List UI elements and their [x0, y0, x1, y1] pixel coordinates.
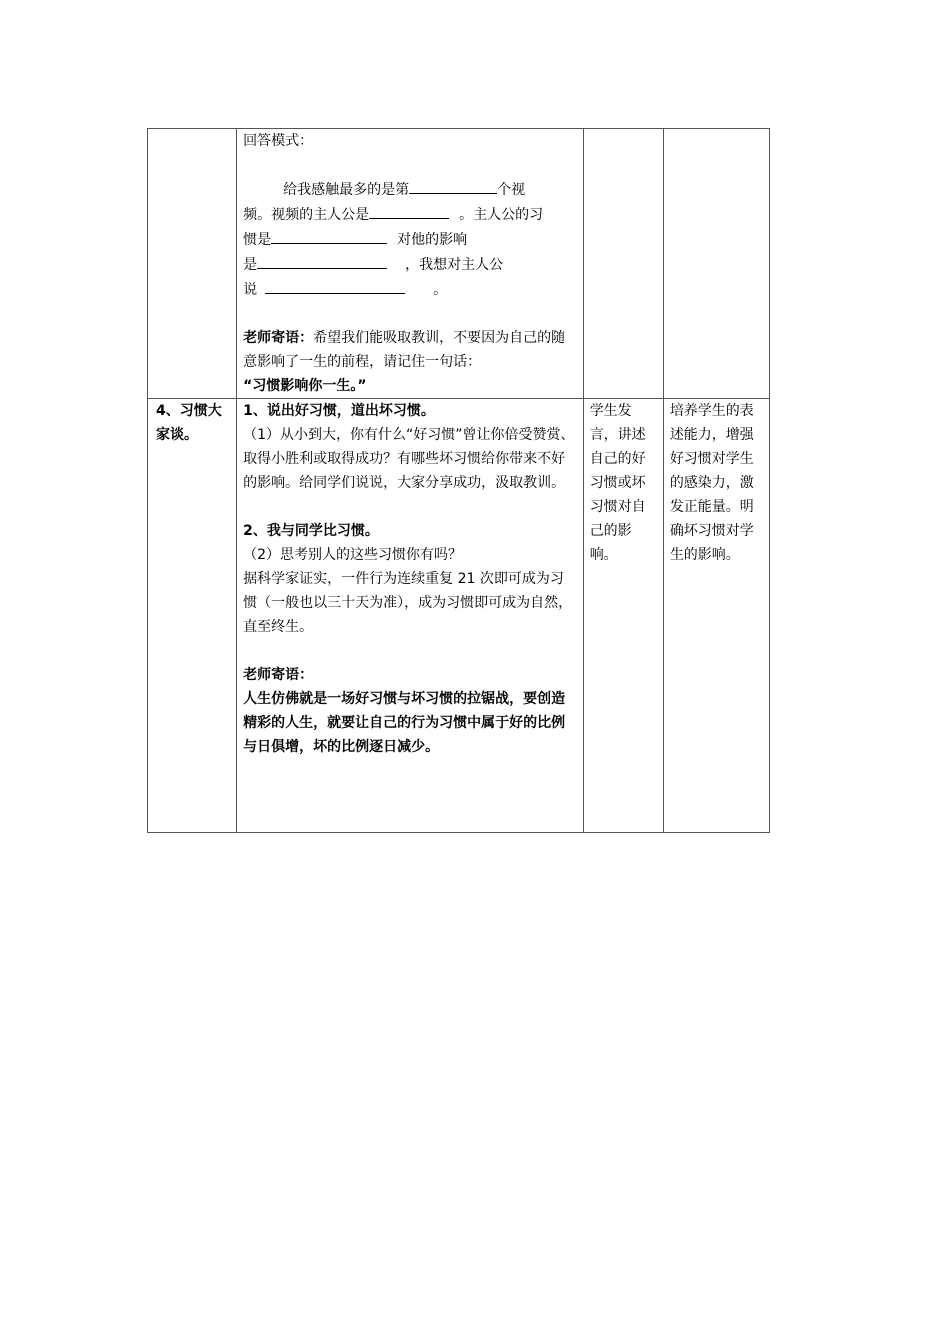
teacher-message-label: 老师寄语： [243, 330, 314, 346]
fill-line-3 [243, 227, 577, 252]
fill-text: 惯是 [243, 232, 272, 248]
item2-heading: 2、我与同学比习惯。 [243, 523, 379, 539]
fill-text: 。主人公的习 [459, 207, 544, 223]
teacher-message-text: 希望我们能吸取教训，不要因为自己的随意影响了一生的前程，请记住一句话： [243, 330, 566, 370]
habit-quote: “习惯影响你一生。” [243, 378, 367, 394]
stage-cell-empty [148, 129, 237, 399]
student-activity-cell-empty [583, 129, 663, 399]
design-intent-cell: 培养学生的表述能力，增强好习惯对学生的感染力，激发正能量。明确坏习惯对学生的影响。 [663, 399, 769, 833]
design-intent-cell-empty [663, 129, 769, 399]
fill-line-5 [243, 277, 577, 302]
answer-blank[interactable] [369, 202, 449, 219]
fill-text: 是 [243, 257, 258, 273]
fill-text: ，我想对主人公 [405, 257, 504, 273]
fill-line-2 [243, 202, 577, 227]
lesson-plan-table [147, 128, 770, 833]
answer-blank[interactable] [265, 277, 405, 294]
answer-blank[interactable] [257, 252, 387, 269]
fill-text: 说 [243, 282, 258, 298]
answer-blank[interactable] [409, 177, 497, 194]
item1-text: （1）从小到大，你有什么“好习惯”曾让你倍受赞赏、取得小胜利或取得成功？有哪些坏习惯给你带来不好的影响。给同学们说说，大家分享成功，汲取教训。 [243, 427, 575, 491]
fill-text: 频。视频的主人公是 [243, 207, 370, 223]
teacher-message-1 [243, 326, 577, 374]
content-cell [237, 129, 584, 399]
student-activity-cell: 学生发言，讲述自己的好习惯或坏习惯对自己的影响。 [583, 399, 663, 833]
teacher-message-label: 老师寄语： [243, 667, 314, 683]
answer-mode-heading: 回答模式： [243, 133, 314, 149]
fill-line-4 [243, 252, 577, 277]
fill-text: 给我感触最多的是第 [283, 182, 410, 198]
teacher-message-text: 人生仿佛就是一场好习惯与坏习惯的拉锯战，要创造精彩的人生，就要让自己的行为习惯中属于好的比例与日俱增，坏的比例逐日减少。 [243, 691, 566, 755]
answer-blank[interactable] [271, 227, 387, 244]
table-row [148, 399, 770, 833]
content-cell [237, 399, 584, 833]
fill-text: 对他的影响 [397, 232, 468, 248]
stage-cell: 4、习惯大家谈。 [148, 399, 237, 833]
fill-text: 。 [433, 282, 448, 298]
item1-heading: 1、说出好习惯，道出坏习惯。 [243, 403, 435, 419]
table-row [148, 129, 770, 399]
fill-line-1 [243, 177, 577, 202]
item2-question: （2）思考别人的这些习惯你有吗？ [243, 547, 463, 563]
fill-text: 个视 [497, 182, 526, 198]
item2-text: 据科学家证实，一件行为连续重复 21 次即可成为习惯（一般也以三十天为准），成为习惯即可成为自然，直至终生。 [243, 571, 573, 635]
